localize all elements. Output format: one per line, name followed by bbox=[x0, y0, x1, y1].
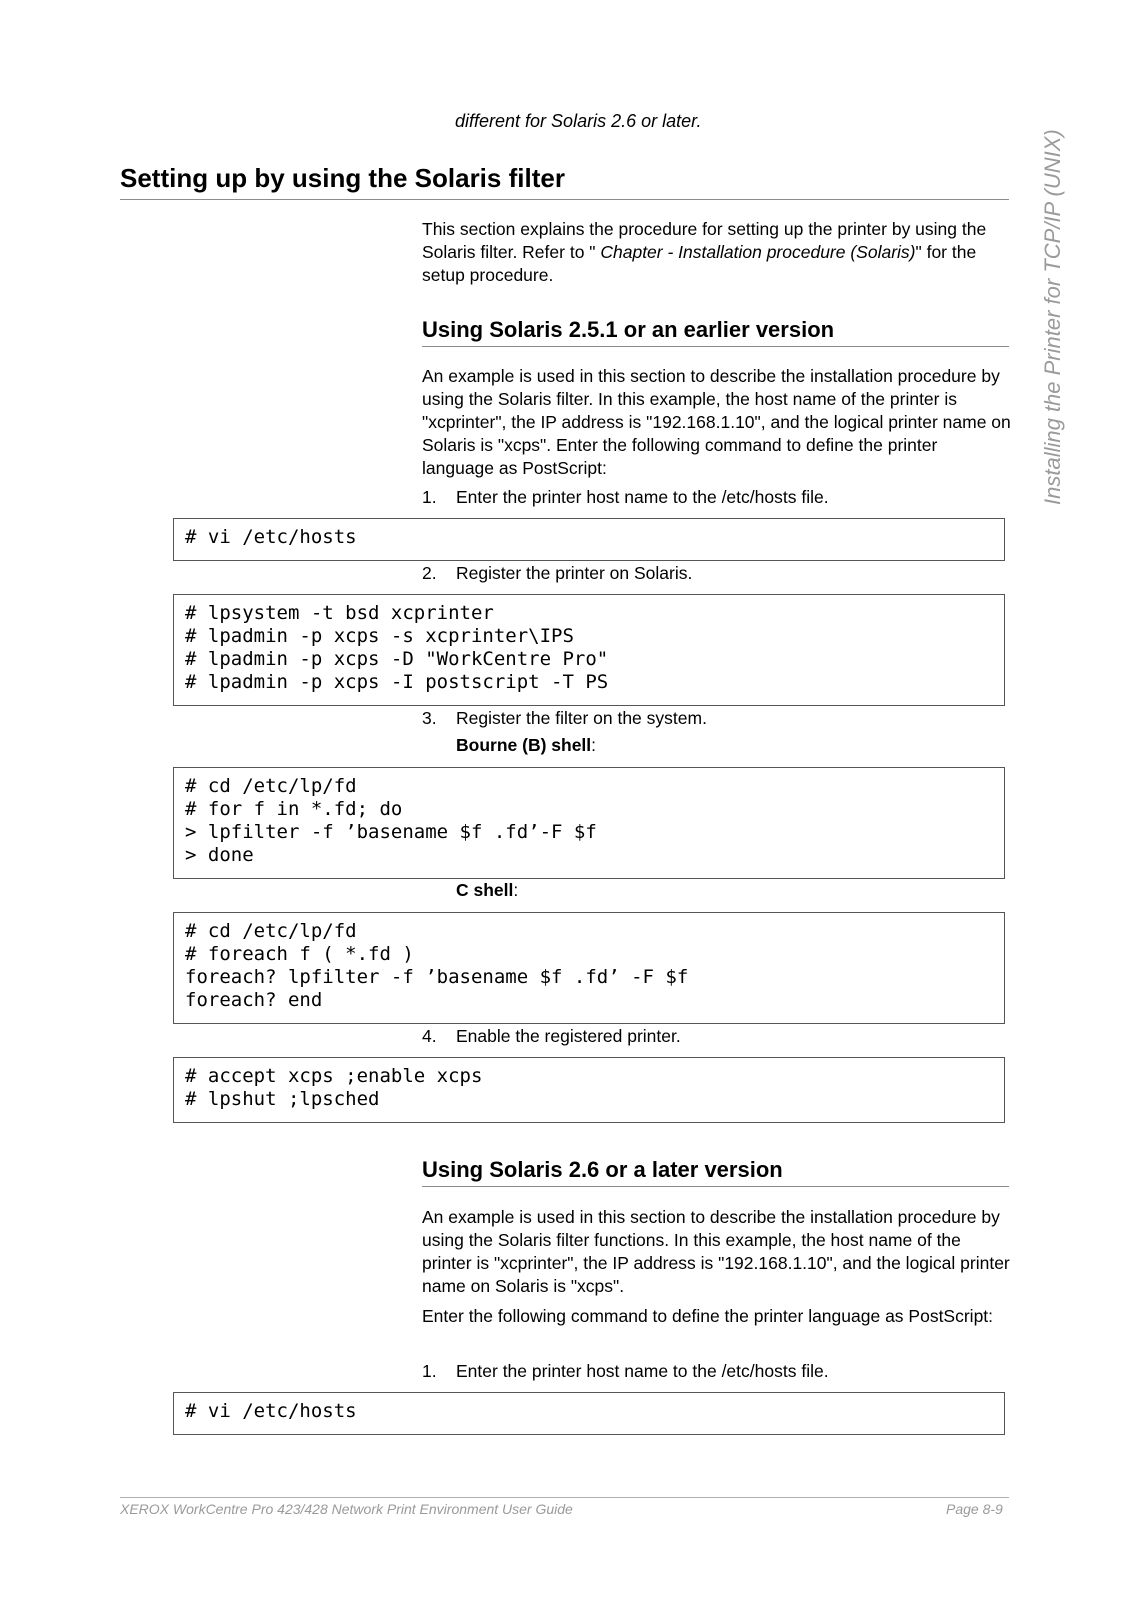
subsection-title-2-5-1: Using Solaris 2.5.1 or an earlier version bbox=[422, 317, 835, 342]
code-line: # lpadmin -p xcps -D "WorkCentre Pro" bbox=[185, 648, 609, 670]
code-line: > done bbox=[185, 844, 254, 866]
subsection-paragraph-2-5-1: An example is used in this section to describe the installation procedure by using the Solaris filter. In this example, the host name of the printer is "xcprinter", the IP address is "192.168.1.10", and the logical printer name on Solaris is "xcps". Enter the following command to define the printer language as PostScript: bbox=[422, 366, 1011, 478]
step-1 bbox=[422, 486, 829, 509]
code-line: # for f in *.fd; do bbox=[185, 798, 403, 820]
bourne-shell-label bbox=[456, 735, 596, 756]
code-line: # cd /etc/lp/fd bbox=[185, 775, 357, 797]
section-intro-b: " for the setup procedure. bbox=[422, 242, 977, 285]
code-line: # lpadmin -p xcps -I postscript -T PS bbox=[185, 671, 609, 693]
subsection-title-2-6: Using Solaris 2.6 or a later version bbox=[422, 1157, 783, 1182]
step-text: Enable the registered printer. bbox=[456, 1026, 681, 1046]
step-3 bbox=[422, 707, 707, 730]
subsection-rule-2-6 bbox=[422, 1186, 1009, 1187]
code-line: foreach? lpfilter -f ’basename $f .fd’ -F $f bbox=[185, 966, 689, 988]
subsection-rule-2-5-1 bbox=[422, 346, 1009, 347]
code-line: # vi /etc/hosts bbox=[185, 1400, 357, 1422]
code-line: foreach? end bbox=[185, 989, 323, 1011]
code-line: # accept xcps ;enable xcps bbox=[185, 1065, 483, 1087]
step-2 bbox=[422, 562, 692, 585]
step-text: Register the printer on Solaris. bbox=[456, 563, 693, 583]
step-number: 2. bbox=[422, 563, 437, 583]
section-intro-a: This section explains the procedure for setting up the printer by using the Solaris filter. Refer to " bbox=[422, 219, 987, 262]
code-block-bourne-shell bbox=[173, 767, 1005, 879]
code-line: # vi /etc/hosts bbox=[185, 526, 357, 548]
code-line: > lpfilter -f ’basename $f .fd’-F $f bbox=[185, 821, 597, 843]
step-4 bbox=[422, 1025, 681, 1048]
step-number: 4. bbox=[422, 1026, 437, 1046]
subsection-paragraph-2-6: An example is used in this section to describe the installation procedure by using the Solaris filter functions. In this example, the host name of the printer is "xcprinter", the IP address is "192.168.1.10", and the logical printer name on Solaris is "xcps". bbox=[422, 1207, 1010, 1296]
code-block-hosts bbox=[173, 518, 1005, 561]
section-title: Setting up by using the Solaris filter bbox=[120, 163, 565, 193]
step-text: Enter the printer host name to the /etc/hosts file. bbox=[456, 487, 829, 507]
subsection-paragraph-2-6-b: Enter the following command to define the printer language as PostScript: bbox=[422, 1306, 994, 1326]
step-number: 3. bbox=[422, 708, 437, 728]
section-title-rule bbox=[120, 199, 1009, 200]
step-1-2-6 bbox=[422, 1360, 829, 1383]
section-intro bbox=[422, 218, 1012, 287]
chapter-sidebar-title: Installing the Printer for TCP/IP (UNIX) bbox=[1040, 129, 1065, 505]
c-shell-label bbox=[456, 880, 518, 901]
code-block-hosts-2-6 bbox=[173, 1392, 1005, 1435]
label-colon: : bbox=[513, 880, 519, 900]
chapter-reference: Chapter - Installation procedure (Solaris) bbox=[600, 242, 916, 262]
label-colon: : bbox=[591, 735, 597, 755]
code-block-c-shell bbox=[173, 912, 1005, 1024]
step-number: 1. bbox=[422, 1361, 437, 1381]
footer-guide-title: XEROX WorkCentre Pro 423/428 Network Print Environment User Guide bbox=[120, 1501, 573, 1517]
code-line: # lpadmin -p xcps -s xcprinter\IPS bbox=[185, 625, 574, 647]
code-line: # foreach f ( *.fd ) bbox=[185, 943, 414, 965]
bourne-shell-label-text: Bourne (B) shell bbox=[456, 735, 592, 755]
footer-rule bbox=[120, 1497, 1009, 1498]
code-line: # lpsystem -t bsd xcprinter bbox=[185, 602, 494, 624]
footer-page-number: Page 8-9 bbox=[946, 1501, 1003, 1517]
code-block-register-printer bbox=[173, 594, 1005, 706]
step-text: Register the filter on the system. bbox=[456, 708, 707, 728]
step-number: 1. bbox=[422, 487, 437, 507]
c-shell-label-text: C shell bbox=[456, 880, 514, 900]
code-line: # lpshut ;lpsched bbox=[185, 1088, 380, 1110]
code-line: # cd /etc/lp/fd bbox=[185, 920, 357, 942]
code-block-enable-printer bbox=[173, 1057, 1005, 1123]
continuation-text: different for Solaris 2.6 or later. bbox=[455, 111, 702, 131]
step-text: Enter the printer host name to the /etc/hosts file. bbox=[456, 1361, 829, 1381]
